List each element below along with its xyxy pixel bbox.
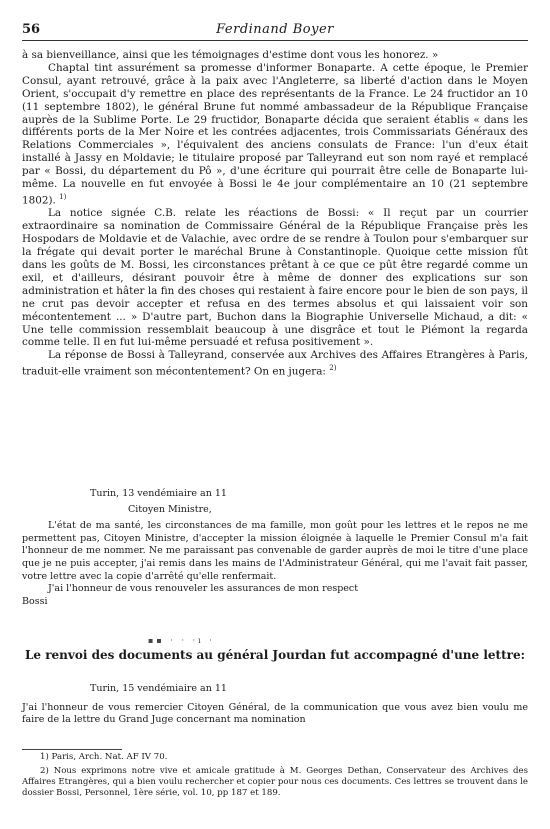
letter-2-date: Turin, 15 vendémiaire an 11: [90, 683, 227, 694]
main-text: [22, 49, 528, 379]
letter-1-date: Turin, 13 vendémiaire an 11: [90, 488, 227, 499]
footnote-rule: [22, 749, 122, 750]
letter-1-body: L'état de ma santé, les circonstances de ma famille, mon goût pour les lettres et le repos ne me permettent pas, Citoyen Ministre, d'accepter la mission éloignée à laquelle le Premier Consul m'a fait l'honneur de me nommer. Ne me paraissant pas convenable de garder auprès de moi le titre d'une place que je ne puis accepter, j'ai remis dans les mains de l'Administrateur Général, qui me l'avait fait passer, votre lettre avec la copie d'arrêté qu'elle renfermait.: [22, 520, 528, 582]
paragraph-1: à sa bienveillance, ainsi que les témoignages d'estime dont vous les honorez. »: [22, 49, 439, 61]
letter-2: [22, 683, 528, 727]
letter-1-closing: J'ai l'honneur de vous renouveler les assurances de mon respect: [48, 583, 359, 595]
letter-1: [22, 488, 528, 608]
letter-2-body: J'ai l'honneur de vous remercier Citoyen Général, de la communication que vous avez bien voulu me faire de la lettre du Grand Juge concernant ma nomination: [22, 701, 528, 726]
paragraph-2-text: Chaptal tint assurément sa promesse d'informer Bonaparte. A cette époque, le Premier Consul, ayant retrouvé, grâce à la paix avec l'Angleterre, sa liberté d'action dans le Moyen Orient, s'occupait d'y remettre en place des représentants de la France. Le 24 fructidor an 10 (11 septembre 1802), le général Brune fut nommé ambassadeur de la République Française auprès de la Sublime Porte. Le 29 fructidor, Bonaparte décida que seraient établis « dans les différents ports de la Mer Noire et les contrées adjacentes, trois Commissariats Généraux des Relations Commerciales », l'équivalent des anciens consulats de France: l'un d'eux était installé à Jassy en Moldavie; le titulaire proposé par Talleyrand eut son nom rayé et remplacé par « Bossi, du département du Pô », d'une écriture qui pourrait être celle de Bonaparte lui-même. La nouvelle en fut envoyée à Bossi le 4e jour complémentaire an 10 (21 septembre 1802).: [22, 61, 528, 207]
transition-line: Le renvoi des documents au général Jourdan fut accompagné d'une lettre:: [24, 648, 526, 662]
footnotes: [22, 752, 528, 799]
paragraph-4-text: La réponse de Bossi à Talleyrand, conservée aux Archives des Affaires Etrangères à Paris, traduit-elle vraiment son mécontentement? On en jugera:: [22, 349, 528, 378]
paragraph-3: La notice signée C.B. relate les réactions de Bossi: « Il reçut par un courrier extraordinaire sa nomination de Commissaire Général de la République Française près les Hospodars de Moldavie et de Valachie, avec ordre de se rendre à Toulon pour s'embarquer sur la frégate qui devait porter le maréchal Brune à Constantinople. Quoique cette mission fût dans les goûts de M. Bossi, les circonstances prêtant à ce que ce pût être regardé comme un exil, et d'ailleurs, désirant pouvoir être à même de donner des explications sur son administration et hâter la fin des choses qui restaient à faire encore pour le bien de son pays, il ne crut pas devoir accepter et refusa en des termes absolus et qui laissaient voir son mécontentement ... » D'autre part, Buchon dans la Biographie Universelle Michaud, a dit: « Une telle commission ressemblait beaucoup à une disgrâce et tout le Piémont la regarda comme telle. Il en fut lui-même persuadé et refusa positivement ».: [22, 207, 528, 349]
footnote-1: 1) Paris, Arch. Nat. AF IV 70.: [40, 752, 168, 762]
page-number: 56: [22, 22, 41, 37]
letter-1-signature: Bossi: [22, 595, 48, 607]
footnote-2: 2) Nous exprimons notre vive et amicale gratitude à M. Georges Dethan, Conservateur des Archives des Affaires Etrangères, qui a bien voulu rechercher et copier pour nous ces documents. Ces lettres se trouvent dans le dossier Bossi, Personnel, 1ère série, vol. 10, pp 187 et 189.: [22, 766, 528, 798]
running-head: Ferdinand Boyer: [216, 22, 334, 37]
page-header: [22, 22, 528, 41]
paragraph-2: [22, 62, 528, 207]
scan-marks: ▪▪ · · ·ı ·: [148, 636, 215, 645]
footnote-ref-2: 2): [329, 364, 337, 373]
letter-1-salutation: Citoyen Ministre,: [128, 503, 212, 515]
paragraph-4: [22, 349, 528, 378]
footnote-ref-1: 1): [59, 192, 67, 201]
